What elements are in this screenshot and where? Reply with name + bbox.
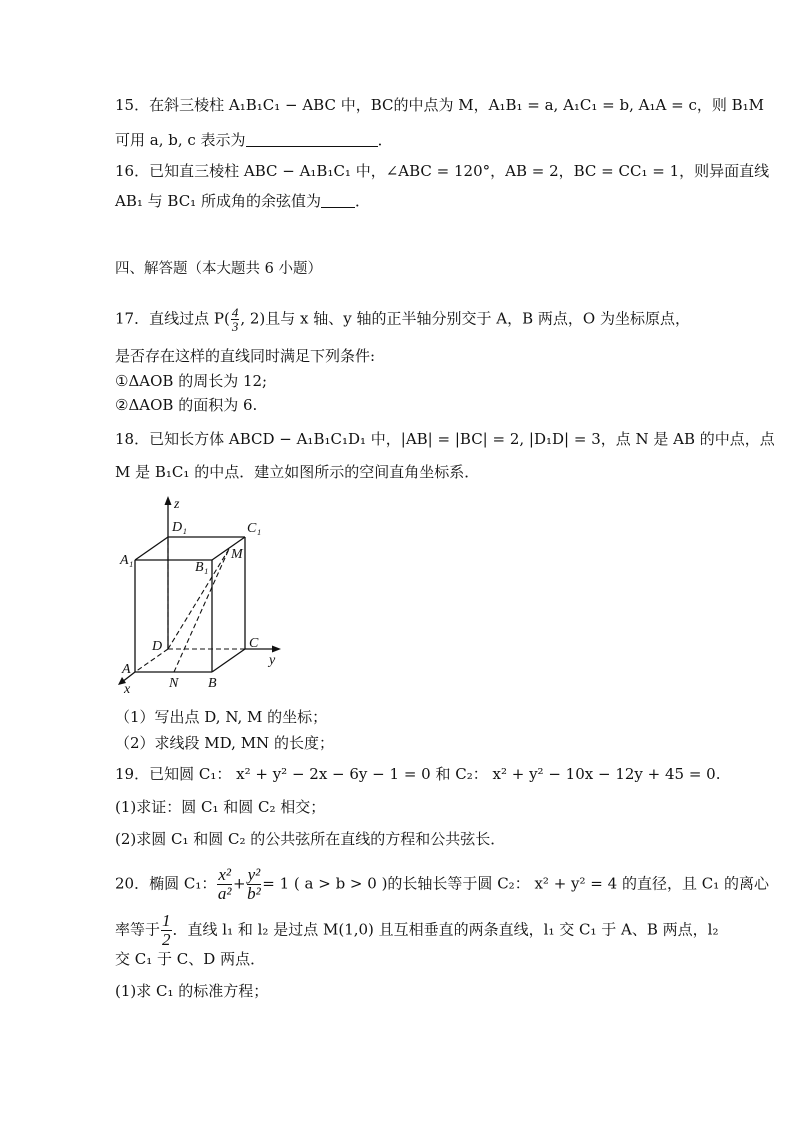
q20-frac-x: [217, 866, 232, 903]
y-axis-arrow: [272, 646, 281, 653]
label-c1: C₁: [247, 521, 262, 536]
q17-line1-b: , 2)且与 x 轴、y 轴的正半轴分别交于 A，B 两点，O 为坐标原点，: [240, 309, 690, 328]
q17-line2: 是否存在这样的直线同时满足下列条件:: [115, 347, 376, 365]
q18-sub1: （1）写出点 D, N, M 的坐标；: [115, 708, 328, 726]
q20-line1: [115, 866, 769, 903]
edge-a1-d1: [135, 537, 168, 560]
q17-frac-num: 4: [231, 305, 239, 320]
cuboid-figure: [110, 492, 300, 697]
q17-frac-den: 3: [231, 319, 239, 334]
q17-fraction: [231, 306, 240, 333]
label-m: M: [231, 547, 243, 562]
q19-line1: 19．已知圆 C₁： x² + y² − 2x − 6y − 1 = 0 和 C₂： x² + y² − 10x − 12y + 45 = 0.: [115, 765, 721, 783]
q20-line1-a: 20．椭圆 C₁：: [115, 874, 217, 893]
q20-line2: [115, 912, 718, 949]
edge-b-c: [212, 649, 245, 672]
label-b: B: [208, 676, 217, 691]
q17-line1-a: 17．直线过点 P(: [115, 309, 230, 328]
q20-frac-y: [247, 866, 262, 903]
q20-half-num: 1: [162, 911, 171, 930]
q20-half-den: 2: [162, 930, 171, 949]
q16-line2-suffix: ．: [354, 192, 370, 210]
q17-cond2: ②ΔAOB 的面积为 6.: [115, 396, 258, 414]
label-n: N: [169, 676, 179, 691]
label-c: C: [249, 636, 259, 651]
q16-line1: 16．已知直三棱柱 ABC − A₁B₁C₁ 中，∠ABC = 120°，AB = 2，BC = CC₁ = 1，则异面直线: [115, 162, 770, 180]
q20-frac1-num: x²: [218, 865, 232, 884]
q20-frac1-den: a²: [217, 884, 232, 903]
q17-cond1: ①ΔAOB 的周长为 12;: [115, 372, 268, 390]
q18-line1: 18．已知长方体 ABCD − A₁B₁C₁D₁ 中，|AB| = |BC| = 2, |D₁D| = 3，点 N 是 AB 的中点，点: [115, 430, 775, 448]
q19-sub1: (1)求证：圆 C₁ 和圆 C₂ 相交；: [115, 798, 326, 816]
q20-frac2-num: y²: [247, 865, 261, 884]
label-d1: D₁: [172, 520, 187, 535]
q20-sub1: (1)求 C₁ 的标准方程；: [115, 982, 269, 1000]
q15-line2: [115, 129, 393, 151]
q20-line3: 交 C₁ 于 C、D 两点．: [115, 950, 266, 968]
q20-line2-a: 率等于: [115, 920, 161, 939]
label-b1: B₁: [195, 560, 209, 575]
q17-line1: [115, 306, 690, 333]
label-a: A: [122, 662, 131, 677]
q20-plus: +: [233, 874, 246, 893]
z-axis-arrow: [165, 496, 172, 505]
q20-line2-b: ．直线 l₁ 和 l₂ 是过点 M(1,0) 且互相垂直的两条直线，l₁ 交 C₁ 于 A、B 两点，l₂: [172, 920, 719, 939]
q15-line2-prefix: 可用 a, b, c 表示为: [115, 131, 246, 149]
q18-sub2: （2）求线段 MD, MN 的长度；: [115, 734, 334, 752]
q18-line2: M 是 B₁C₁ 的中点．建立如图所示的空间直角坐标系．: [115, 463, 480, 481]
label-d: D: [152, 639, 163, 654]
q20-frac2-den: b²: [247, 884, 261, 903]
q15-line2-suffix: ．: [377, 131, 393, 149]
q20-line1-b: = 1 ( a > b > 0 )的长轴长等于圆 C₂： x² + y² = 4 的直径，且 C₁ 的离心: [262, 874, 769, 893]
q16-line2-prefix: AB₁ 与 BC₁ 所成角的余弦值为: [115, 192, 321, 210]
label-z: z: [174, 497, 180, 512]
q16-line2: [115, 190, 370, 212]
label-x: x: [124, 682, 131, 697]
q15-line1: 15．在斜三棱柱 A₁B₁C₁ − ABC 中，BC的中点为 M，A₁B₁ = a, A₁C₁ = b, A₁A = c，则 B₁M: [115, 96, 765, 114]
q15-answer-blank: [246, 132, 378, 147]
label-y: y: [269, 653, 276, 668]
label-a1: A₁: [120, 553, 134, 568]
q16-answer-blank: [321, 193, 355, 208]
q19-sub2: (2)求圆 C₁ 和圆 C₂ 的公共弦所在直线的方程和公共弦长．: [115, 830, 506, 848]
section-heading: 四、解答题（本大题共 6 小题）: [115, 261, 322, 277]
q20-half: [161, 912, 172, 949]
